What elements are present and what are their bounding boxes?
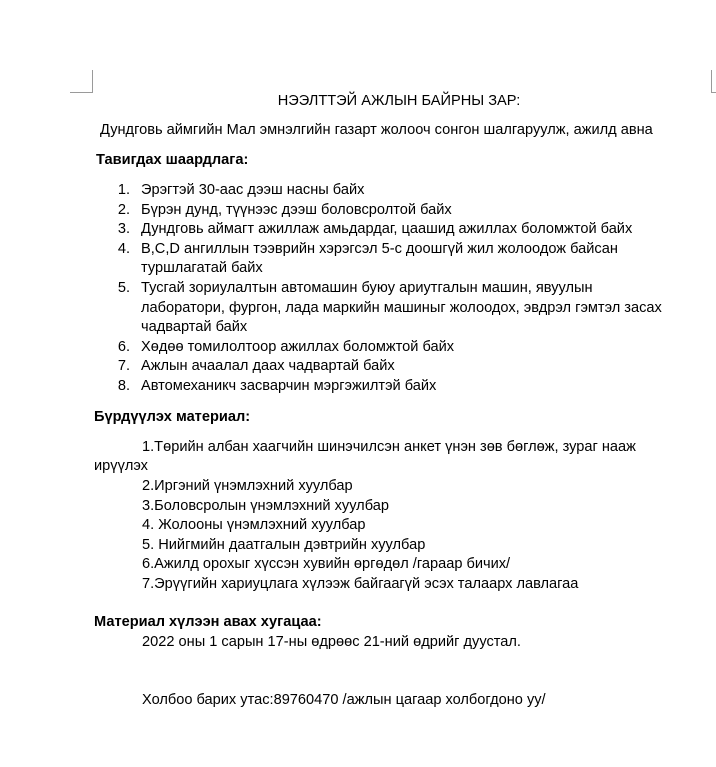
- page-crop-mark-top-left: [70, 70, 93, 93]
- materials-list-item: 7.Эрүүгийн хариуцлага хүлээж байгаагүй эсэх талаарх лавлагаа: [142, 576, 579, 592]
- requirement-number: 8.: [117, 378, 130, 394]
- materials-list-item: 3.Боловсролын үнэмлэхний хуулбар: [142, 497, 389, 514]
- materials-list-item: 2.Иргэний үнэмлэхний хуулбар: [142, 478, 353, 494]
- requirement-number: 2.: [117, 201, 130, 218]
- intro-text: Дундговь аймгийн Мал эмнэлгийн газарт жолооч сонгон шалгаруулж, ажилд авна: [100, 122, 653, 138]
- deadline-heading: Материал хүлээн авах хугацаа:: [94, 614, 322, 630]
- requirement-text: B,C,D ангиллын тээврийн хэрэгсэл 5-с доошгүй жил жолоодож байсан: [141, 240, 618, 257]
- requirement-text: Эрэгтэй 30-аас дээш насны байх: [141, 182, 365, 198]
- requirement-number: 7.: [117, 358, 130, 375]
- materials-item-1-line-2: ирүүлэх: [94, 458, 148, 474]
- materials-list-item: 5. Нийгмийн даатгалын дэвтрийн хуулбар: [142, 536, 426, 553]
- requirement-number: 1.: [117, 182, 130, 198]
- requirement-text: Автомеханикч засварчин мэргэжилтэй байх: [141, 378, 437, 394]
- requirement-number: 3.: [117, 221, 130, 238]
- requirement-text: Ажлын ачаалал даах чадвартай байх: [141, 358, 395, 375]
- requirement-text: лаборатори, фургон, лада маркийн машиныг жолоодох, эвдрэл гэмтэл засах: [141, 299, 662, 316]
- requirement-text: Хөдөө томилолтоор ажиллах боломжтой байх: [141, 338, 455, 355]
- requirement-text: туршлагатай байх: [141, 260, 263, 277]
- materials-list-item: 6.Ажилд орохыг хүссэн хувийн өргөдөл /гараар бичих/: [142, 556, 511, 573]
- deadline-text: 2022 оны 1 сарын 17-ны өдрөөс 21-ний өдрийг дуустал.: [142, 634, 521, 650]
- requirement-text: Бүрэн дунд, түүнээс дээш боловсролтой байх: [141, 201, 452, 218]
- document-title: НЭЭЛТТЭЙ АЖЛЫН БАЙРНЫ ЗАР:: [277, 93, 521, 109]
- materials-list-item: 4. Жолооны үнэмлэхний хуулбар: [142, 517, 366, 534]
- requirement-number: 5.: [117, 280, 130, 296]
- contact-text: Холбоо барих утас:89760470 /ажлын цагаар холбогдоно уу/: [142, 692, 546, 708]
- materials-heading: Бүрдүүлэх материал:: [94, 409, 251, 425]
- requirement-text: Тусгай зориулалтын автомашин буюу ариутгалын машин, явуулын: [141, 280, 593, 296]
- requirement-number: 4.: [117, 240, 130, 257]
- requirement-number: 6.: [117, 338, 130, 355]
- page-crop-mark-top-right: [711, 70, 716, 93]
- materials-item-1-line-1: 1.Төрийн албан хаагчийн шинэчилсэн анкет үнэн зөв бөглөж, зураг нааж: [142, 439, 636, 455]
- requirements-heading: Тавигдах шаардлага:: [96, 152, 249, 168]
- requirement-text: Дундговь аймагт ажиллаж амьдардаг, цаашид ажиллах боломжтой байх: [141, 221, 633, 238]
- requirement-text: чадвартай байх: [141, 319, 248, 336]
